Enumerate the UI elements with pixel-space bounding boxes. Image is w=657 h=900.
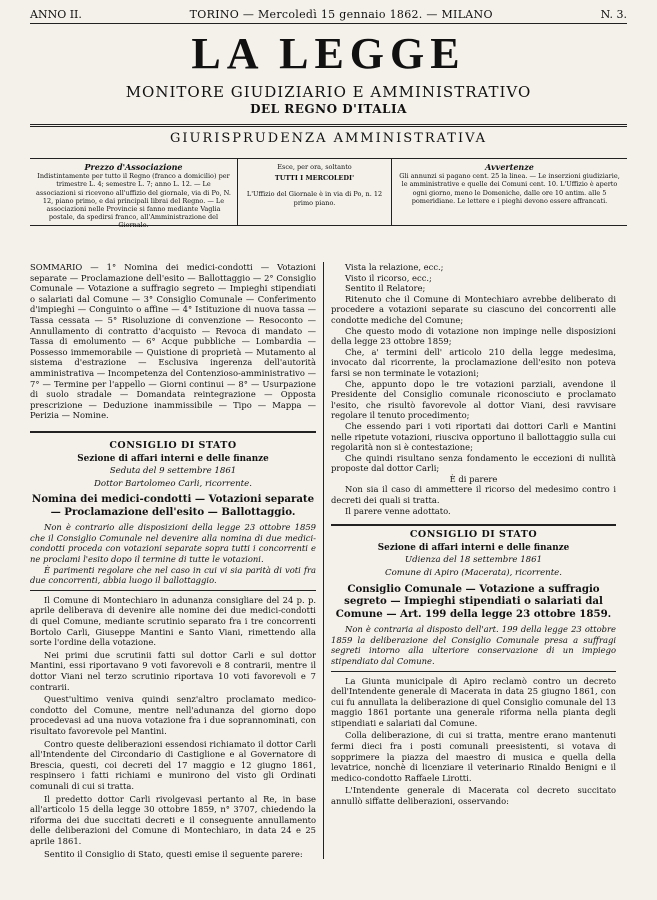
subscription-box xyxy=(30,159,238,230)
line: Visto il ricorso, ecc.; xyxy=(345,272,432,283)
appellant: Comune di Apiro (Macerata), ricorrente. xyxy=(385,568,562,579)
paragraph: Nei primi due scrutinii fatti sul dottor Carli e sul dottor Mantini, essi riportavano 9 voti favorevoli e 8 contrarii, mentre il dottor Viani nel terzo scrutinio riportava 10 voti favorevoli e 7 contrarii. xyxy=(30,649,316,692)
article-columns xyxy=(30,262,627,859)
line: Sentito il Relatore; xyxy=(345,283,426,294)
paragraph: Colla deliberazione, di cui si tratta, mentre erano mantenuti fermi dieci fra i posti comunali preesistenti, si votava di sopprimere la piazza del maestro di musica e quella della levatrice, nonchè di licenziare il veterinario Rinaldo Benigni e il medico-condotto Raffaele Lirotti. xyxy=(331,730,616,783)
publication-box xyxy=(238,159,392,225)
publication-line-2: TUTTI I MERCOLEDI' xyxy=(274,174,355,183)
section-name: Sezione di affari interni e delle finanze xyxy=(77,453,269,464)
publication-line-1: Esce, per ora, soltanto xyxy=(277,163,352,171)
case-topic: Consiglio Comunale — Votazione a suffragio segreto — Impieghi stipendiati o salariati dal Comune — Art. 199 della legge 23 ottobre 1859. xyxy=(335,582,612,620)
paragraph: Contro queste deliberazioni essendosi richiamato il dottor Carli all'Intendente del Circondario di Castiglione e al Governatore di Brescia, questi, coi decreti del 17 maggio e 12 giugno 1861, respinsero i fatti richiami e munirono del visto gli Ordinati comunali di cui si tratta. xyxy=(30,738,316,791)
divider xyxy=(30,590,316,591)
maxim: Non è contraria al disposto dell'art. 199 della legge 23 ottobre 1859 la deliberazione del Consiglio Comunale presa a suffragi segreti intorno alla ulteriore conservazione di un impiego stipendiato dal Comune. xyxy=(331,624,616,666)
issue-number: N. 3. xyxy=(600,8,627,21)
paragraph: Che, appunto dopo le tre votazioni parziali, avendone il Presidente del Consiglio comunale riconosciuto e proclamato l'esito, che risultò favorevole al dottor Viani, desi ravvisare regolare il tenuto procedimento; xyxy=(331,378,616,421)
paragraph: Il predetto dottor Carli rivolgevasi pertanto al Re, in base all'articolo 15 della legge 30 ottobre 1859, n° 3707, chiedendo la riforma dei due succitati decreti e il conseguente annullamento delle deliberazioni del Comune di Montechiaro, in data 24 e 25 aprile 1861. xyxy=(30,793,316,846)
case-topic: Nomina dei medici-condotti — Votazioni separate — Proclamazione dell'esito — Ballottaggio. xyxy=(31,493,315,518)
newspaper-subtitle: MONITORE GIUDIZIARIO E AMMINISTRATIVO xyxy=(125,83,532,101)
paragraph: Che essendo pari i voti riportati dai dottori Carli e Mantini nelle ripetute votazioni, riusciva opportuno il ballottaggio sulla cui regolarità non si è contestazione; xyxy=(331,420,616,453)
paragraph: Che questo modo di votazione non impinge nelle disposizioni della legge 23 ottobre 1859; xyxy=(331,325,616,347)
notices-text: Gli annunzi si pagano cent. 25 la linea. — Le inserzioni giudiziarie, le amministrative e quelle dei Comuni cent. 10. L'Uffizio è aperto ogni giorno, meno le Domeniche, dalle ore 10 antim. alle 5 pomeridiane. Le lettere e i pieghi devono essere affrancati. xyxy=(399,172,620,205)
paragraph: Che quindi risultano senza fondamento le eccezioni di nullità proposte dal dottor Carli; xyxy=(331,452,616,474)
newspaper-title: LA LEGGE xyxy=(191,29,466,78)
council-heading: CONSIGLIO DI STATO xyxy=(409,529,538,541)
section-name: Sezione di affari interni e delle finanze xyxy=(377,542,570,553)
dateline: TORINO — Mercoledì 15 gennaio 1862. — MILANO xyxy=(189,8,493,21)
section-heading: GIURISPRUDENZA AMMINISTRATIVA xyxy=(169,131,488,146)
masthead-topline xyxy=(30,8,627,24)
paragraph: Quest'ultimo veniva quindi senz'altro proclamato medico-condotto del Comune, mentre nell'adunanza del giorno dopo procedevasi ad una nuova votazione fra i due soprannominati, con risultato favorevole pel Mantini. xyxy=(30,694,316,736)
left-column xyxy=(30,262,323,859)
subscription-text: Indistintamente per tutto il Regno (franco a domicilio) per trimestre L. 4; semestre L. 7; anno L. 12. — Le associazioni si ricevono all'uffizio del giornale, via di Po, N. 12, piano primo, e dai principali librai del Regno. — Le associazioni nelle Provincie si fanno mediante Vaglia postale, da spedirsi franco, all'Amministrazione del Giornale. xyxy=(36,172,231,230)
appellant: Dottor Bartolomeo Carli, ricorrente. xyxy=(94,478,252,489)
double-rule xyxy=(30,124,627,127)
verdict-heading: È di parere xyxy=(449,473,498,484)
paragraph: Non sia il caso di ammettere il ricorso del medesimo contro i decreti dei quali si tratta. xyxy=(331,484,616,506)
paragraph: Sentito il Consiglio di Stato, questi emise il seguente parere: xyxy=(44,848,303,859)
paragraph: Che, a' termini dell' articolo 210 della legge medesima, invocato dal ricorrente, la proclamazione dell'esito non poteva farsi se non terminate le votazioni; xyxy=(331,346,616,378)
right-column xyxy=(323,262,616,859)
hearing-date: Udienza del 18 settembre 1861 xyxy=(404,555,543,566)
session-date: Seduta del 9 settembre 1861 xyxy=(109,466,237,477)
maxim-2: È parimenti regolare che nel caso in cui vi sia parità di voti fra due concorrenti, abbia luogo il ballottaggio. xyxy=(30,564,316,586)
notices-box xyxy=(392,159,627,225)
maxim-1: Non è contrario alle disposizioni della legge 23 ottobre 1859 che il Consiglio Comunale nel devenire alla nomina di due medici-condotti proceda con votazioni separate sopra tutti i concorrenti e ne proclami l'esito dopo il termine di tutte le votazioni. xyxy=(30,522,316,565)
council-heading: CONSIGLIO DI STATO xyxy=(109,439,237,451)
divider xyxy=(30,431,316,433)
newspaper-subtitle-kingdom: DEL REGNO D'ITALIA xyxy=(250,102,407,116)
divider xyxy=(331,671,616,672)
paragraph: La Giunta municipale di Apiro reclamò contro un decreto dell'Intendente generale di Macerata in data 25 giugno 1861, con cui fu annullata la deliberazione di quel Consiglio comunale del 13 maggio 1861 portante una generale riforma nella pianta degli stipendiati e salariati dal Comune. xyxy=(331,675,616,728)
divider xyxy=(331,524,616,526)
summary: SOMMARIO — 1° Nomina dei medici-condotti — Votazioni separate — Proclamazione dell'esito — Ballottaggio — 2° Consiglio Comunale — Votazione a suffragio segreto — Impieghi stipendiati o salariati dal Comune — 3° Consiglio Comunale — Conferimento d'impieghi — Conguinto o affine — 4° Istituzione di nuova tassa — Tassa cessata — 5° Risoluzione di convenzione — Resoconto — Annullamento di contratto d'acquisto — Revoca di mandato — Tassa di emolumento — 6° Acque pubbliche — Lombardia — Possesso immemorabile — Quistione di proprietà — Mutamento al sistema d'estrazione — Esclusiva ingerenza dell'autorità amministrativa — Incompetenza del Contenzioso-amministrativo — 7° — Termine per l'appello — Giorni continui — 8° — Usurpazione di suolo stradale — Domandata reintegrazione — Opposta prescrizione — Deduzione inammissibile — Tipo — Mappa — Perizia — Nomine. xyxy=(30,262,316,421)
subscription-title: Prezzo d'Associazione xyxy=(84,162,183,172)
paragraph: L'Intendente generale di Macerata col decreto succitato annullò siffatte deliberazioni, osservando: xyxy=(331,785,616,807)
publication-line-3: L'Uffizio del Giornale è in via di Po, n. 12 primo piano. xyxy=(246,190,383,207)
notices-title: Avvertenze xyxy=(485,162,534,172)
paragraph: Il parere venne adottato. xyxy=(345,505,451,516)
line: Vista la relazione, ecc.; xyxy=(345,262,444,272)
anno-label: ANNO II. xyxy=(30,8,82,21)
paragraph: Ritenuto che il Comune di Montechiaro avrebbe deliberato di procedere a votazioni separate su ciascuno dei concorrenti alle condotte mediche del Comune; xyxy=(331,293,616,325)
paragraph: Il Comune di Montechiaro in adunanza consigliare del 24 p. p. aprile deliberava di devenire alle nomine dei due medici-condotti di quel Comune, mediante scrutinio separato fra i tre concorrenti Bortolo Carli, Giuseppe Mantini e Santo Viani, rimettendo alla sorte l'ordine della votazione. xyxy=(30,594,316,648)
info-boxes xyxy=(30,158,627,230)
